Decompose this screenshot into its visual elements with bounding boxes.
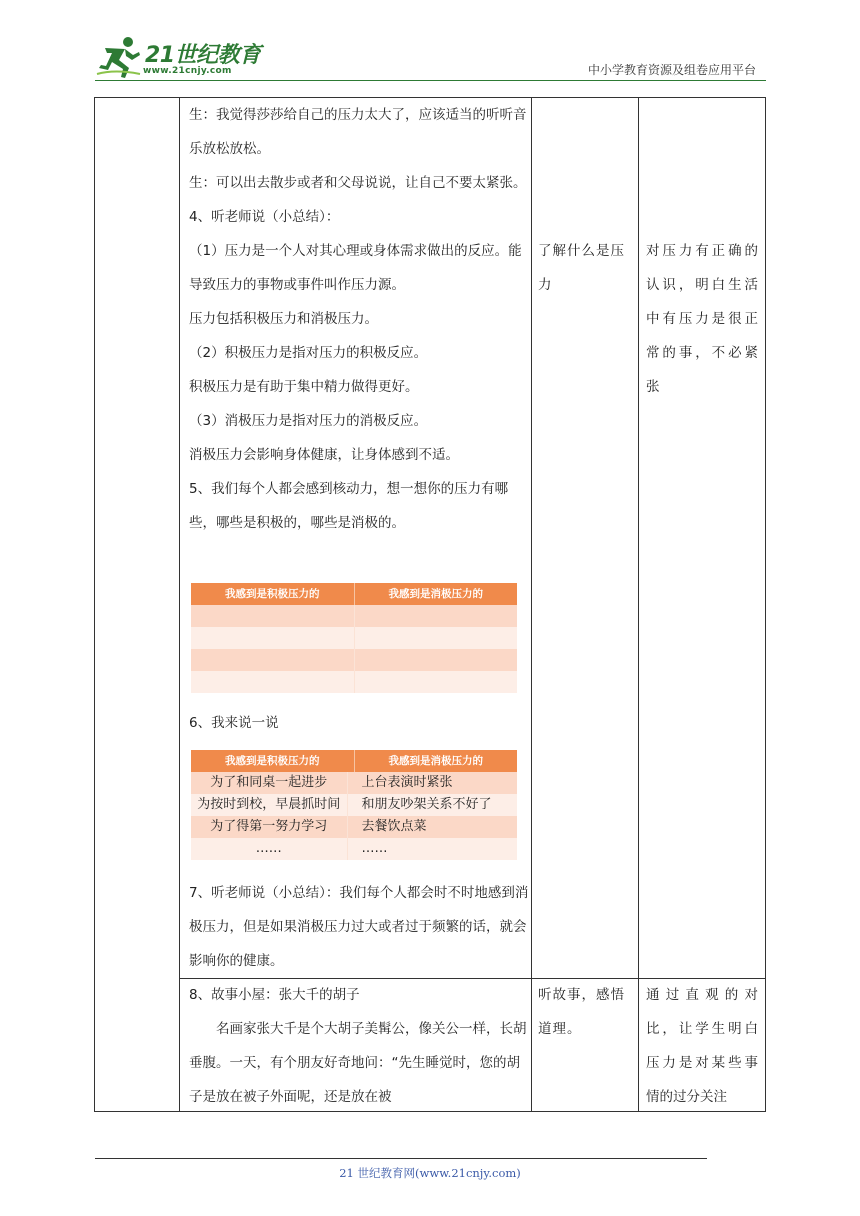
answer-2: 生：可以出去散步或者和父母说说，让自己不要太紧张。: [189, 175, 527, 191]
footer-divider: [95, 1158, 707, 1159]
intent-line: 常的事，不必紧: [646, 345, 758, 361]
student-answers: [189, 98, 529, 540]
goal-2: 听故事，感悟道理。: [538, 987, 625, 1037]
summary-line: 压力包括积极压力和消极压力。: [189, 311, 378, 327]
section-7-text: 7、听老师说（小总结）：我们每个人都会时不时地感到消极压力，但是如果消极压力过大或者过于频繁的话，就会影响你的健康。: [189, 885, 529, 969]
footer-link[interactable]: 21 世纪教育网(www.21cnjy.com): [339, 1166, 521, 1180]
intent-line: 压力是对某些事: [646, 1055, 758, 1071]
mini-table-header: [191, 750, 517, 772]
table-row: [191, 605, 517, 627]
table-row: [191, 838, 517, 860]
intent-line: 比，让学生明白: [646, 1021, 758, 1037]
header-divider: [95, 80, 766, 81]
table-row: [191, 627, 517, 649]
table-row: [191, 794, 517, 816]
intent-line: 通过直观的对: [646, 987, 758, 1003]
intent-2: [646, 978, 758, 1114]
negative-cell: 和朋友吵架关系不好了: [361, 797, 492, 812]
negative-cell: 去餐饮点菜: [361, 819, 427, 834]
table-row: [191, 671, 517, 693]
positive-cell: ……: [191, 838, 348, 860]
positive-cell: 为按时到校，早晨抓时间: [191, 794, 348, 816]
section-8: [189, 978, 529, 1114]
positive-cell: 为了和同桌一起进步: [191, 772, 348, 794]
summary-3: （3）消极压力是指对压力的消极反应。: [189, 413, 428, 429]
positive-header: 我感到是积极压力的: [191, 583, 355, 605]
summary-2: （2）积极压力是指对压力的积极反应。: [189, 345, 428, 361]
positive-cell: 为了得第一努力学习: [191, 816, 348, 838]
goal-1: 了解什么是压力: [538, 243, 625, 293]
pressure-table-empty: [191, 583, 517, 693]
section-6-heading: 6、我来说一说: [189, 715, 279, 731]
section-8-heading: 8、故事小屋：张大千的胡子: [189, 987, 360, 1003]
section-4-heading: 4、听老师说（小总结）：: [189, 209, 340, 225]
story-text: 名画家张大千是个大胡子美髯公，像关公一样，长胡垂腹。一天，有个朋友好奇地问：“先生睡觉时，您的胡子是放在被子外面呢，还是放在被: [189, 1021, 527, 1105]
intent-line: 张: [646, 379, 660, 395]
summary-line: 消极压力会影响身体健康，让身体感到不适。: [189, 447, 459, 463]
positive-header: 我感到是积极压力的: [191, 750, 355, 772]
site-logo: [95, 34, 265, 82]
intent-line: 情的过分关注: [646, 1089, 727, 1105]
platform-name: 中小学教育资源及组卷应用平台: [587, 63, 756, 77]
summary-1: （1）压力是一个人对其心理或身体需求做出的反应。能导致压力的事物或事件叫作压力源。: [189, 243, 522, 293]
negative-header: 我感到是消极压力的: [388, 588, 483, 600]
negative-header: 我感到是消极压力的: [388, 755, 483, 767]
intent-line: 对压力有正确的: [646, 243, 758, 259]
runner-logo-icon: [95, 36, 145, 80]
column-divider: [638, 98, 639, 1111]
intent-line: 认识，明白生活: [646, 277, 758, 293]
intent-line: 中有压力是很正: [646, 311, 758, 327]
section-5-heading: 5、我们每个人都会感到核动力，想一想你的压力有哪些，哪些是积极的，哪些是消极的。: [189, 481, 509, 531]
table-row: [191, 649, 517, 671]
table-row: [191, 816, 517, 838]
column-divider: [531, 98, 532, 1111]
summary-line: 积极压力是有助于集中精力做得更好。: [189, 379, 419, 395]
column-divider: [179, 98, 180, 1111]
logo-text: 21世纪教育: [145, 43, 261, 68]
section-7: [189, 876, 529, 978]
pressure-table-filled: [191, 750, 517, 860]
page-header: [0, 0, 860, 85]
answer-1: 生：我觉得莎莎给自己的压力太大了，应该适当的听听音乐放松放松。: [189, 107, 527, 157]
negative-cell: ……: [361, 841, 388, 856]
intent-1: [646, 234, 758, 404]
mini-table-header: [191, 583, 517, 605]
section-6: [189, 706, 529, 740]
negative-cell: 上台表演时紧张: [361, 775, 453, 790]
logo-url: www.21cnjy.com: [143, 66, 232, 76]
table-row: [191, 772, 517, 794]
